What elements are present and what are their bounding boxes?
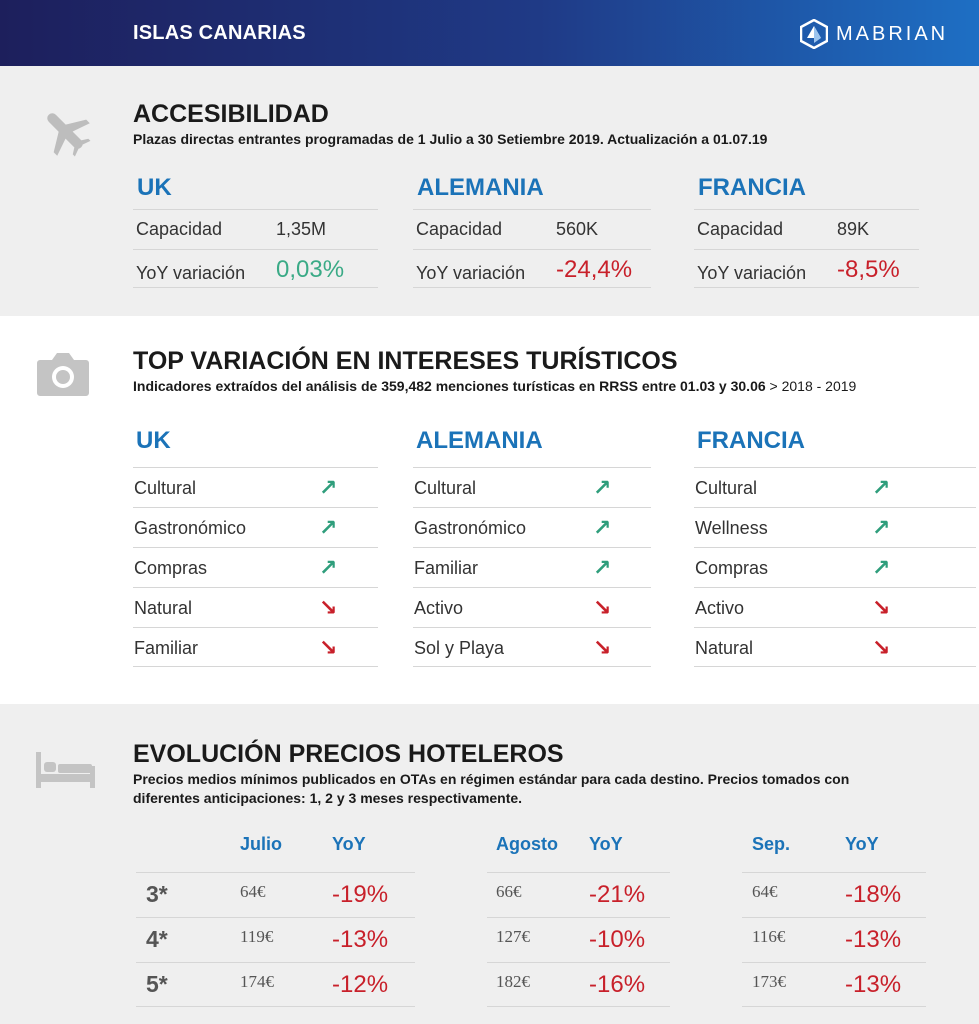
precios-title: EVOLUCIÓN PRECIOS HOTELEROS: [133, 740, 564, 768]
interest-row: [694, 507, 976, 547]
yoy-label: YoY variación: [697, 263, 807, 283]
interest-row: [413, 587, 651, 627]
interest-row: [413, 547, 651, 587]
intereses-section: [0, 316, 979, 704]
capacity-label: Capacidad: [416, 219, 503, 239]
interest-row: [694, 467, 976, 507]
price-row: [742, 917, 926, 962]
interest-country-francia: FRANCIA: [697, 427, 805, 454]
price-value: 64€: [752, 882, 778, 901]
interest-label: Activo: [414, 598, 464, 618]
interest-row: [133, 547, 378, 587]
trend-up-icon: ↗: [593, 515, 612, 540]
trend-down-icon: ↘: [319, 635, 338, 660]
price-row: [487, 872, 670, 917]
price-value: 116€: [752, 927, 786, 946]
yoy-label: YoY variación: [136, 263, 246, 283]
trend-up-icon: ↗: [319, 515, 338, 540]
intereses-subtitle-main: Indicadores extraídos del análisis de 359,482 menciones turísticas en RRSS entre 01.03 y 30.06: [133, 378, 766, 394]
interest-row: [133, 587, 378, 627]
price-row: [487, 962, 670, 1007]
trend-up-icon: ↗: [872, 515, 891, 540]
trend-up-icon: ↗: [593, 475, 612, 500]
interest-label: Familiar: [134, 638, 199, 658]
yoy-value: -24,4%: [556, 256, 633, 283]
bed-icon: [34, 748, 96, 790]
hotel-category: 3*: [146, 881, 168, 907]
month-header: Agosto: [496, 834, 558, 854]
yoy-row-alemania: [413, 249, 651, 288]
month-header: Sep.: [752, 834, 791, 854]
hotel-category: 4*: [146, 926, 168, 952]
interest-label: Familiar: [414, 558, 479, 578]
price-yoy-value: -21%: [589, 881, 646, 908]
month-header: Julio: [240, 834, 283, 854]
capacity-value: 89K: [837, 219, 870, 239]
precios-subtitle-line2: diferentes anticipaciones: 1, 2 y 3 meses respectivamente.: [133, 790, 523, 806]
price-yoy-value: -13%: [845, 926, 902, 953]
price-yoy-value: -13%: [332, 926, 389, 953]
price-row: [487, 917, 670, 962]
price-value: 64€: [240, 882, 266, 901]
capacity-row-alemania: [413, 209, 651, 249]
brand-name: MABRIAN: [836, 22, 949, 45]
interest-row: [413, 627, 651, 667]
intereses-title: TOP VARIACIÓN EN INTERESES TURÍSTICOS: [133, 347, 678, 375]
price-row: [136, 962, 415, 1007]
yoy-header: YoY: [589, 834, 623, 854]
interest-row: [694, 587, 976, 627]
capacity-value: 1,35M: [276, 219, 327, 239]
trend-up-icon: ↗: [319, 555, 338, 580]
price-value: 173€: [752, 972, 786, 991]
country-alemania: ALEMANIA: [417, 174, 544, 201]
price-value: 127€: [496, 927, 530, 946]
camera-icon: [36, 350, 90, 398]
price-value: 66€: [496, 882, 522, 901]
region-title: ISLAS CANARIAS: [133, 22, 306, 44]
interest-row: [413, 467, 651, 507]
yoy-label: YoY variación: [416, 263, 526, 283]
price-value: 182€: [496, 972, 530, 991]
trend-down-icon: ↘: [872, 595, 891, 620]
interest-row: [133, 627, 378, 667]
accesibilidad-section: [0, 66, 979, 316]
trend-up-icon: ↗: [593, 555, 612, 580]
capacity-row-francia: [694, 209, 919, 249]
interest-row: [694, 627, 976, 667]
trend-up-icon: ↗: [872, 555, 891, 580]
capacity-label: Capacidad: [136, 219, 223, 239]
yoy-row-francia: [694, 249, 919, 288]
trend-down-icon: ↘: [872, 635, 891, 660]
trend-down-icon: ↘: [593, 635, 612, 660]
accesibilidad-title: ACCESIBILIDAD: [133, 100, 329, 128]
country-uk: UK: [137, 174, 172, 201]
price-row: [136, 917, 415, 962]
interest-row: [133, 507, 378, 547]
price-value: 174€: [240, 972, 274, 991]
interest-label: Gastronómico: [414, 518, 527, 538]
interest-label: Activo: [695, 598, 745, 618]
interest-label: Cultural: [695, 478, 758, 498]
intereses-subtitle: [133, 377, 856, 396]
interest-country-alemania: ALEMANIA: [416, 427, 543, 454]
capacity-row-uk: [133, 209, 378, 249]
price-yoy-value: -19%: [332, 881, 389, 908]
mabrian-logo-icon: [800, 19, 828, 49]
price-row: [136, 872, 415, 917]
interest-label: Compras: [134, 558, 208, 578]
price-row: [742, 962, 926, 1007]
header-bar: [0, 0, 979, 66]
price-yoy-value: -12%: [332, 971, 389, 998]
interest-label: Compras: [695, 558, 769, 578]
yoy-row-uk: [133, 249, 378, 288]
interest-label: Wellness: [695, 518, 768, 538]
precios-section: [0, 704, 979, 1024]
interest-row: [133, 467, 378, 507]
precios-subtitle: [133, 770, 849, 808]
interest-label: Gastronómico: [134, 518, 247, 538]
yoy-header: YoY: [332, 834, 366, 854]
capacity-value: 560K: [556, 219, 599, 239]
yoy-value: 0,03%: [276, 256, 345, 283]
price-value: 119€: [240, 927, 274, 946]
interest-label: Natural: [134, 598, 193, 618]
accesibilidad-subtitle: Plazas directas entrantes programadas de 1 Julio a 30 Setiembre 2019. Actualización a 01.07.19: [133, 131, 768, 147]
interest-row: [694, 547, 976, 587]
trend-down-icon: ↘: [319, 595, 338, 620]
capacity-label: Capacidad: [697, 219, 784, 239]
yoy-value: -8,5%: [837, 256, 900, 283]
price-yoy-value: -10%: [589, 926, 646, 953]
trend-down-icon: ↘: [593, 595, 612, 620]
brand-logo: [800, 18, 948, 50]
interest-label: Sol y Playa: [414, 638, 505, 658]
country-francia: FRANCIA: [698, 174, 806, 201]
price-row: [742, 872, 926, 917]
intereses-subtitle-years: > 2018 - 2019: [765, 378, 857, 394]
trend-up-icon: ↗: [319, 475, 338, 500]
interest-label: Cultural: [414, 478, 477, 498]
hotel-category: 5*: [146, 971, 168, 997]
price-yoy-value: -13%: [845, 971, 902, 998]
trend-up-icon: ↗: [872, 475, 891, 500]
price-yoy-value: -18%: [845, 881, 902, 908]
yoy-header: YoY: [845, 834, 879, 854]
interest-label: Cultural: [134, 478, 197, 498]
interest-country-uk: UK: [136, 427, 171, 454]
precios-subtitle-line1: Precios medios mínimos publicados en OTAs en régimen estándar para cada destino. Precios tomados con: [133, 771, 850, 787]
airplane-icon: [38, 104, 92, 158]
price-yoy-value: -16%: [589, 971, 646, 998]
interest-row: [413, 507, 651, 547]
interest-label: Natural: [695, 638, 754, 658]
